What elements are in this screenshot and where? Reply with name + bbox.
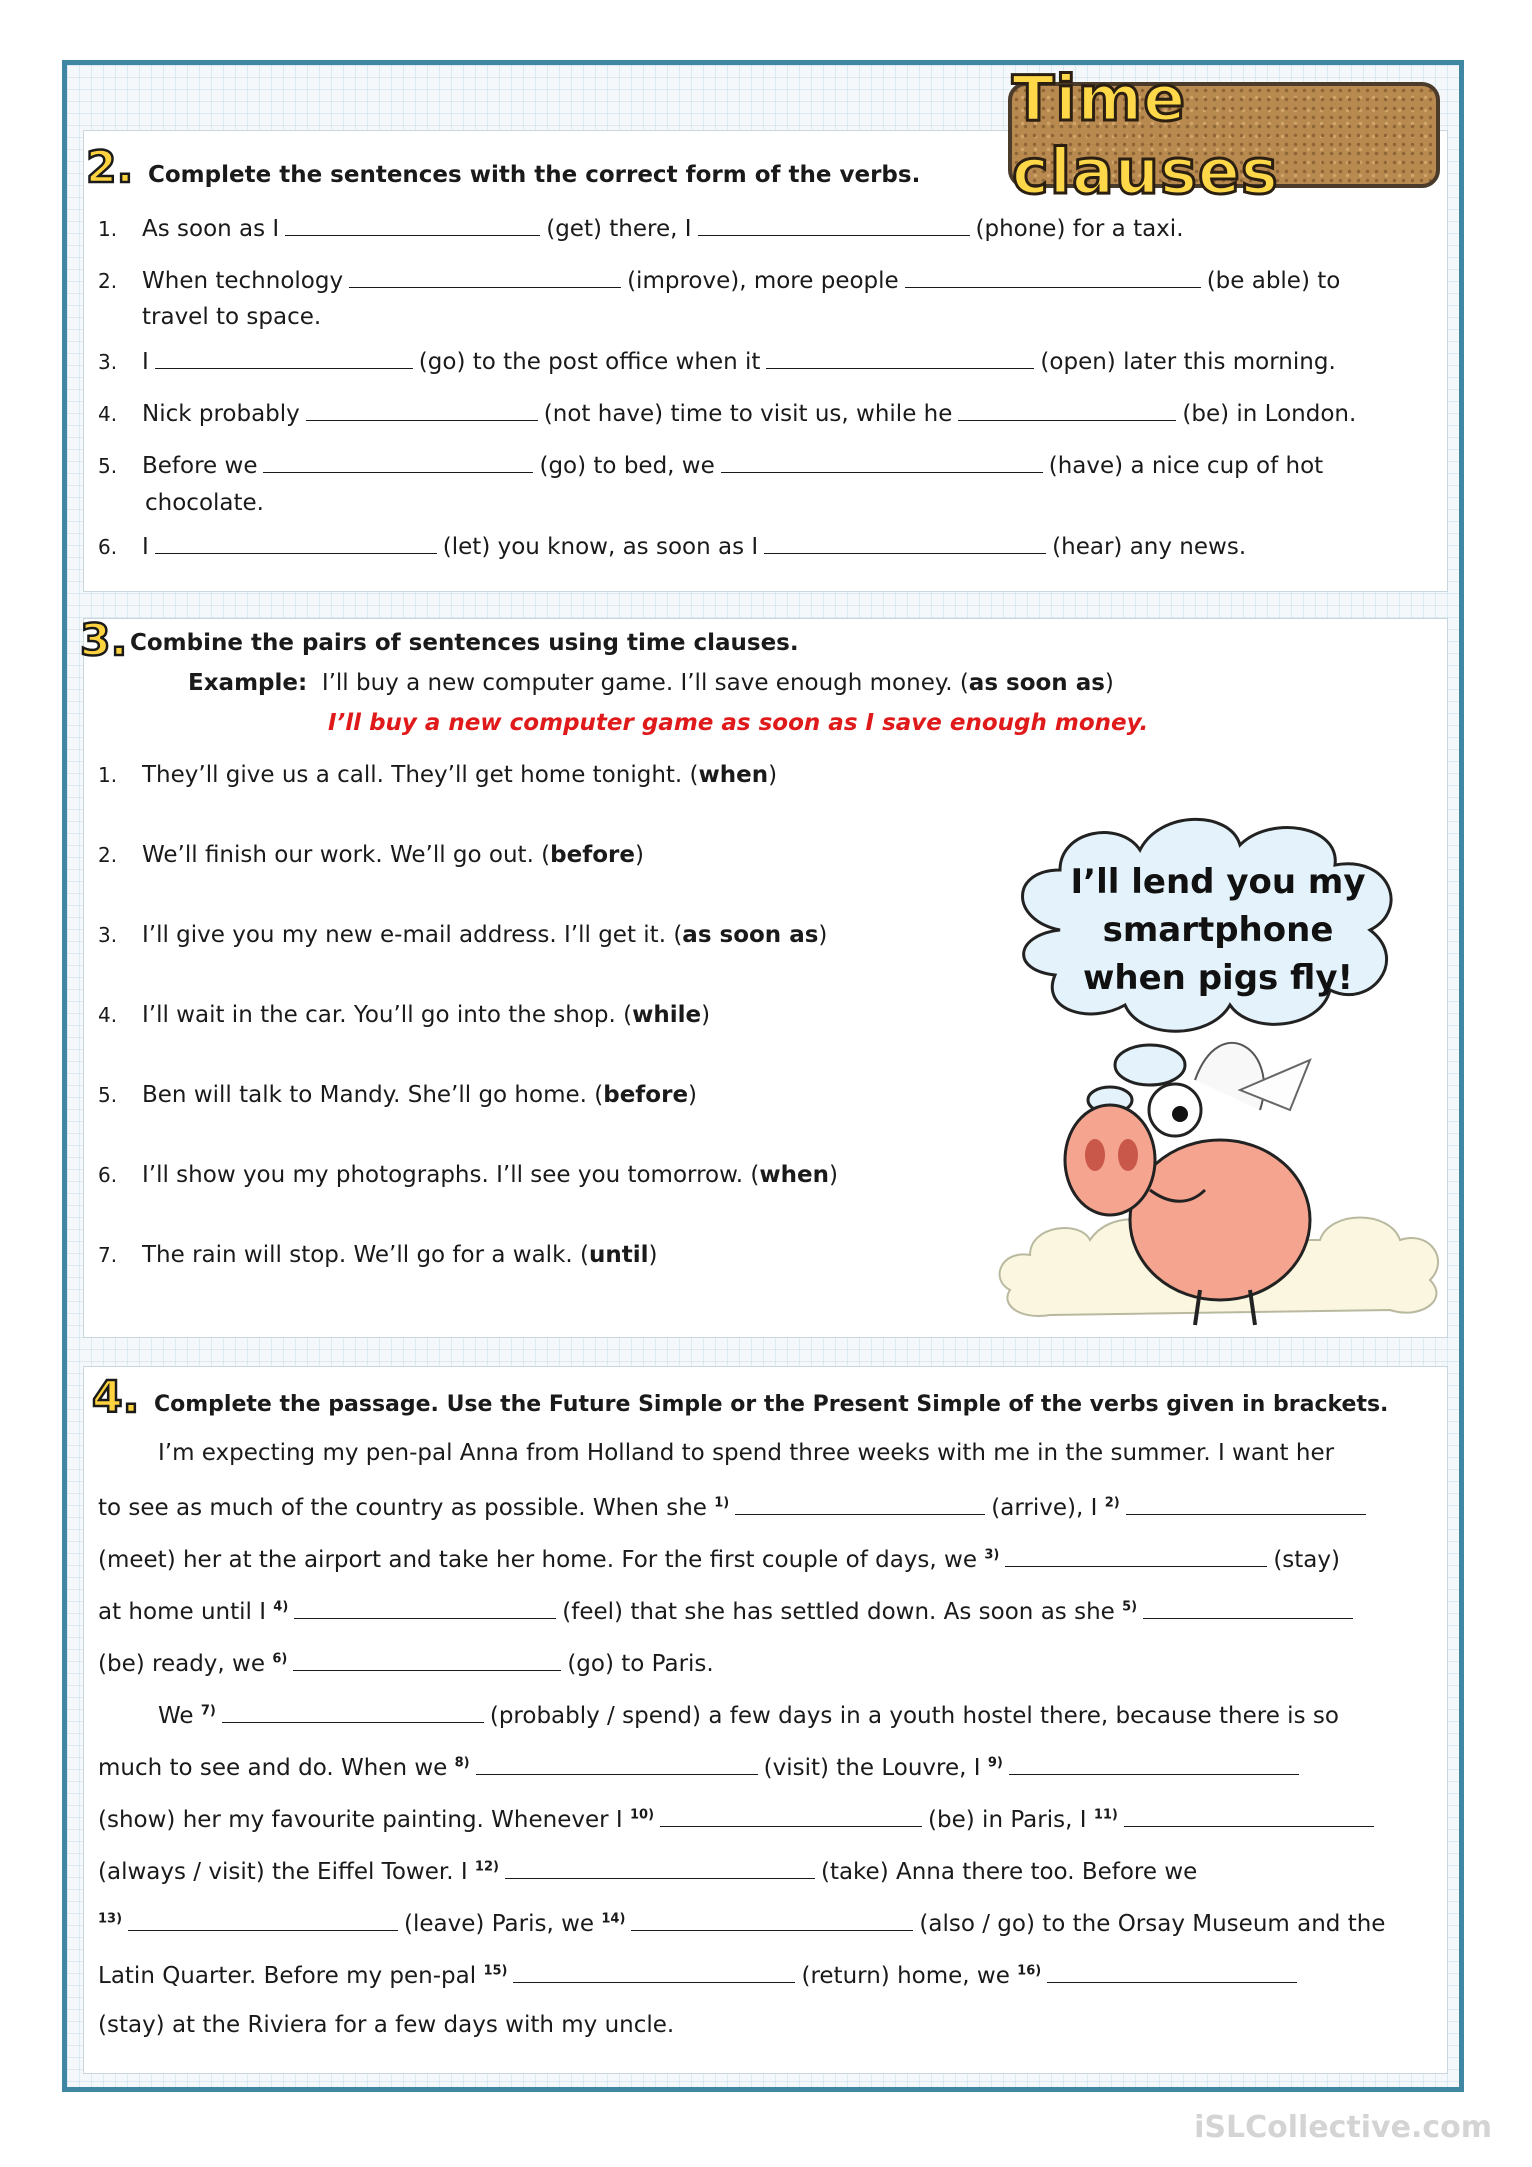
s2-item-2: 2. When technology (improve), more people (be able) to — [98, 265, 1340, 296]
s3-item-1: 1. They’ll give us a call. They’ll get home tonight. (when) — [98, 762, 778, 788]
answer-blank[interactable] — [155, 531, 437, 554]
s2-item-1: 1. As soon as I (get) there, I (phone) for a taxi. — [98, 213, 1184, 244]
answer-blank[interactable] — [505, 1856, 815, 1879]
section-4-number: 4. — [92, 1372, 140, 1423]
section-2-instruction: Complete the sentences with the correct form of the verbs. — [148, 162, 921, 188]
section-3-number: 3. — [80, 615, 128, 666]
s2-item-5: 5. Before we (go) to bed, we (have) a nice cup of hot — [98, 450, 1323, 481]
s3-item-2: 2. We’ll finish our work. We’ll go out. (before) — [98, 842, 644, 868]
answer-blank[interactable] — [631, 1908, 913, 1931]
answer-blank[interactable] — [905, 265, 1201, 288]
s2-item-4: 4. Nick probably (not have) time to visit us, while he (be) in London. — [98, 398, 1356, 429]
s3-item-7: 7. The rain will stop. We’ll go for a walk. (until) — [98, 1242, 658, 1268]
answer-blank[interactable] — [766, 346, 1034, 369]
s2-item-3: 3. I (go) to the post office when it (open) later this morning. — [98, 346, 1336, 377]
answer-blank[interactable] — [1047, 1960, 1297, 1983]
answer-blank[interactable] — [294, 1596, 556, 1619]
answer-blank[interactable] — [721, 450, 1043, 473]
answer-blank[interactable] — [660, 1804, 922, 1827]
answer-blank[interactable] — [263, 450, 533, 473]
passage-line-5: (be) ready, we $^{6)}$ (go) to Paris. — [98, 1648, 714, 1677]
answer-blank[interactable] — [698, 213, 970, 236]
answer-blank[interactable] — [349, 265, 621, 288]
answer-blank[interactable] — [513, 1960, 795, 1983]
s3-item-6: 6. I’ll show you my photographs. I’ll see you tomorrow. (when) — [98, 1162, 838, 1188]
passage-line-1: I’m expecting my pen-pal Anna from Holland to spend three weeks with me in the summer. I want her — [158, 1440, 1335, 1466]
section-2-number: 2. — [86, 142, 134, 193]
answer-blank[interactable] — [1124, 1804, 1374, 1827]
answer-blank[interactable] — [285, 213, 540, 236]
section-3-instruction: Combine the pairs of sentences using time clauses. — [130, 630, 799, 656]
s2-item-5-cont: chocolate. — [145, 490, 264, 516]
page-title: Time clauses — [1012, 62, 1279, 208]
answer-blank[interactable] — [128, 1908, 398, 1931]
s2-item-6: 6. I (let) you know, as soon as I (hear) any news. — [98, 531, 1246, 562]
answer-blank[interactable] — [1143, 1596, 1353, 1619]
answer-blank[interactable] — [222, 1700, 484, 1723]
s3-item-5: 5. Ben will talk to Mandy. She’ll go home. (before) — [98, 1082, 698, 1108]
passage-line-3: (meet) her at the airport and take her home. For the first couple of days, we $^{3)}$ (stay) — [98, 1544, 1340, 1573]
passage-line-11: Latin Quarter. Before my pen-pal $^{15)}$ (return) home, we $^{16)}$ — [98, 1960, 1303, 1989]
title-banner — [1008, 62, 1440, 208]
answer-blank[interactable] — [293, 1648, 561, 1671]
s3-item-4: 4. I’ll wait in the car. You’ll go into the shop. (while) — [98, 1002, 711, 1028]
watermark: iSLCollective.com — [1194, 2110, 1492, 2145]
answer-blank[interactable] — [1126, 1492, 1366, 1515]
answer-blank[interactable] — [735, 1492, 985, 1515]
example-line: Example: I’ll buy a new computer game. I’ll save enough money. (as soon as) — [188, 670, 1114, 696]
passage-line-2: to see as much of the country as possible. When she $^{1)}$ (arrive), I $^{2)}$ — [98, 1492, 1372, 1521]
answer-blank[interactable] — [764, 531, 1046, 554]
passage-line-12: (stay) at the Riviera for a few days with my uncle. — [98, 2012, 675, 2038]
passage-line-6: We $^{7)}$ (probably / spend) a few days in a youth hostel there, because there is so — [158, 1700, 1339, 1729]
bubble-text: I’ll lend you my smartphone when pigs fly! — [1070, 862, 1366, 998]
answer-blank[interactable] — [155, 346, 413, 369]
answer-blank[interactable] — [306, 398, 538, 421]
example-answer: I’ll buy a new computer game as soon as I save enough money. — [328, 710, 1149, 736]
passage-line-10: $^{13)}$ (leave) Paris, we $^{14)}$ (also / go) to the Orsay Museum and the — [98, 1908, 1385, 1937]
passage-line-9: (always / visit) the Eiffel Tower. I $^{12)}$ (take) Anna there too. Before we — [98, 1856, 1197, 1885]
passage-line-4: at home until I $^{4)}$ (feel) that she has settled down. As soon as she $^{5)}$ — [98, 1596, 1359, 1625]
section-4-instruction: Complete the passage. Use the Future Simple or the Present Simple of the verbs given in brackets. — [154, 1392, 1389, 1417]
passage-line-7: much to see and do. When we $^{8)}$ (visit) the Louvre, I $^{9)}$ — [98, 1752, 1305, 1781]
s3-item-3: 3. I’ll give you my new e-mail address. I’ll get it. (as soon as) — [98, 922, 828, 948]
answer-blank[interactable] — [1009, 1752, 1299, 1775]
answer-blank[interactable] — [1005, 1544, 1267, 1567]
passage-line-8: (show) her my favourite painting. Whenever I $^{10)}$ (be) in Paris, I $^{11)}$ — [98, 1804, 1380, 1833]
answer-blank[interactable] — [958, 398, 1176, 421]
s2-item-2-cont: travel to space. — [142, 304, 322, 330]
answer-blank[interactable] — [476, 1752, 758, 1775]
